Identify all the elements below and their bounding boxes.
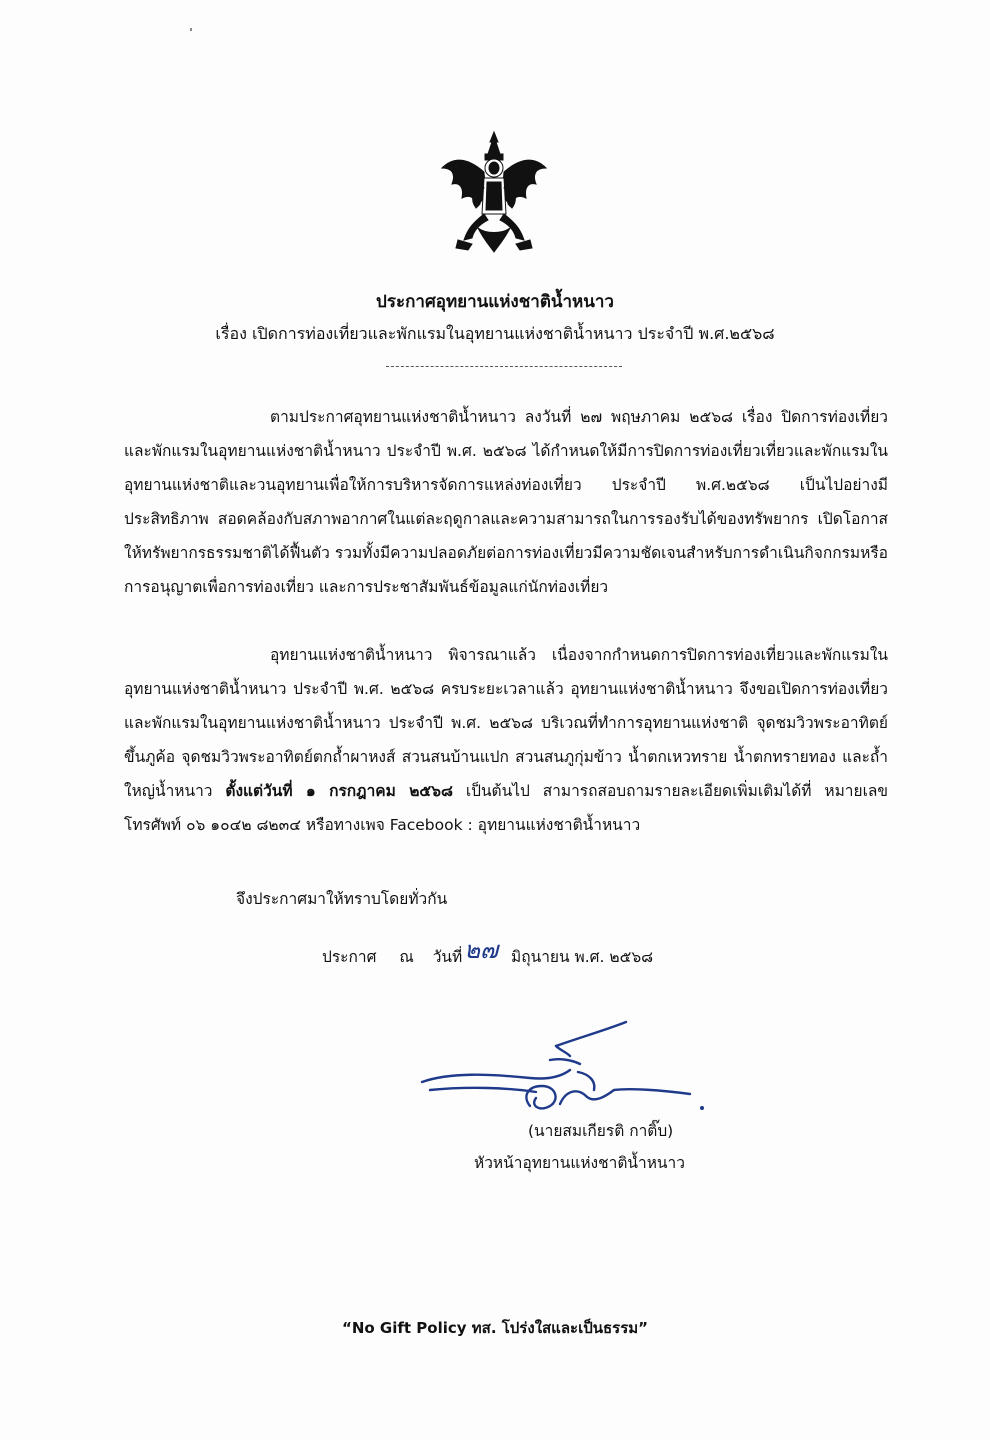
signer-position: หัวหน้าอุทยานแห่งชาติน้ำหนาว xyxy=(474,1154,685,1172)
title-divider xyxy=(386,366,622,367)
dateline-month-year: มิถุนายน พ.ศ. ๒๕๖๘ xyxy=(511,948,654,966)
body-paragraph-1: ตามประกาศอุทยานแห่งชาติน้ำหนาว ลงวันที่ ๒๗ พฤษภาคม ๒๕๖๘ เรื่อง ปิดการท่องเที่ยวและพักแรมในอุทยานแห่งชาติน้ำหนาว ประจำปี พ.ศ. ๒๕๖๘ ได้กำหนดให้มีการปิดการท่องเที่ยวเที่ยวและพักแรมในอุทยานแห่งชาติและวนอุทยานเพื่อให้การบริหารจัดการแหล่งท่องเที่ยว ประจำปี พ.ศ.๒๕๖๘ เป็นไปอย่างมีประสิทธิภาพ สอดคล้องกับสภาพอากาศในแต่ละฤดูกาลและความสามารถในการรองรับได้ของทรัพยากร เปิดโอกาสให้ทรัพยากรธรรมชาติได้ฟื้นตัว รวมทั้งมีความปลอดภัยต่อการท่องเที่ยวมีความชัดเจนสำหรับการดำเนินกิจกกรมหรือการอนุญาตเพื่อการท่องเที่ยว และการประชาสัมพันธ์ข้อมูลแก่นักท่องเที่ยว xyxy=(124,408,888,596)
paragraph-2-text-end: เป็นต้นไป สามารถสอบถามรายละเอียดเพิ่มเติมได้ที่ หมายเลขโทรศัพท์ ๐๖ ๑๐๔๒ ๘๒๓๔ หรือทางเพจ Facebook : อุทยานแห่งชาติน้ำหนาว xyxy=(124,782,888,834)
paragraph-2-text-start: อุทยานแห่งชาติน้ำหนาว พิจารณาแล้ว เนื่องจากกำหนดการปิดการท่องเที่ยวและพักแรมในอุทยานแห่งชาติน้ำหนาว ประจำปี พ.ศ. ๒๕๖๘ ครบระยะเวลาแล้ว อุทยานแห่งชาติน้ำหนาว จึงขอเปิดการท่องเที่ยว และพักแรมในอุทยานแห่งชาติน้ำหนาว ประจำปี พ.ศ. ๒๕๖๘ บริเวณที่ทำการอุทยานแห่งชาติ จุดชมวิวพระอาทิตย์ขึ้นภูค้อ จุดชมวิวพระอาทิตย์ตกถ้ำผาหงส์ สวนสนบ้านแปก สวนสนภูกุ่มข้าว น้ำตกเหวทราย น้ำตกทรายทอง และถ้ำใหญ่น้ำหนาว xyxy=(124,646,888,800)
handwritten-signature-icon xyxy=(410,1016,710,1116)
announcement-subject: เรื่อง เปิดการท่องเที่ยวและพักแรมในอุทยานแห่งชาติน้ำหนาว ประจำปี พ.ศ.๒๕๖๘ xyxy=(215,324,775,343)
dateline-handwritten-day: ๒๗ xyxy=(464,936,499,964)
announcement-title: ประกาศอุทยานแห่งชาติน้ำหนาว xyxy=(376,292,614,312)
closing-statement: จึงประกาศมาให้ทราบโดยทั่วกัน xyxy=(236,890,448,908)
opening-date-highlight: ตั้งแต่วันที่ ๑ กรกฎาคม ๒๕๖๘ xyxy=(225,782,453,800)
announcement-dateline xyxy=(322,934,653,973)
signer-name: (นายสมเกียรติ กาติ๊บ) xyxy=(528,1122,674,1140)
garuda-emblem-icon xyxy=(438,128,550,256)
dateline-prefix: ประกาศ xyxy=(322,948,377,966)
body-paragraph-2 xyxy=(124,638,888,842)
no-gift-policy-footer: “No Gift Policy ทส. โปร่งใสและเป็นธรรม” xyxy=(341,1319,649,1337)
dateline-day-label: วันที่ xyxy=(432,948,463,966)
dateline-at: ณ xyxy=(399,948,414,966)
scan-speck xyxy=(190,28,192,31)
